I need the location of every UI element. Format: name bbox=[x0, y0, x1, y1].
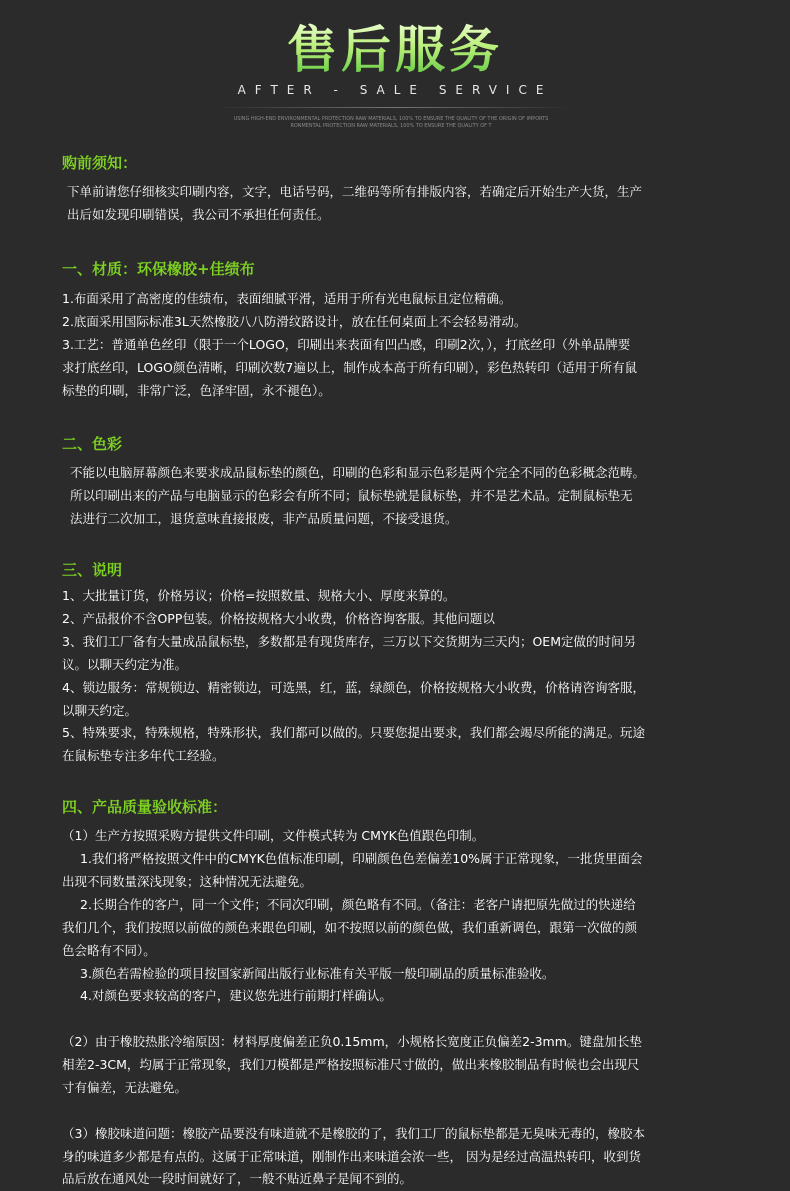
quality-line: 相差2-3CM，均属于正常现象，我们刀模都是严格按照标准尺寸做的，做出来橡胶制品有时候也会出现尺 bbox=[62, 1057, 640, 1072]
notes-line: 1、大批量订货，价格另议；价格=按照数量、规格大小、厚度来算的。 bbox=[62, 588, 456, 603]
quality-line: （1）生产方按照采购方提供文件印刷，文件模式转为 CMYK色值跟色印制。 bbox=[62, 828, 485, 843]
quality-line: 身的味道多少都是有点的。这属于正常味道，刚制作出来味道会浓一些， 因为是经过高温热转印，收到货 bbox=[62, 1149, 641, 1164]
material-line: 1.布面采用了高密度的佳绩布，表面细腻平滑，适用于所有光电鼠标且定位精确。 bbox=[62, 291, 512, 306]
quality-line: 3.颜色若需检验的项目按国家新闻出版行业标准有关平版一般印刷品的质量标准验收。 bbox=[80, 966, 555, 981]
quality-line: 2.长期合作的客户，同一个文件；不同次印刷，颜色略有不同。（备注：老客户请把原先做过的快递给 bbox=[80, 897, 636, 912]
notes-line: 在鼠标垫专注多年代工经验。 bbox=[62, 748, 225, 763]
quality-line: 我们几个，我们按照以前做的颜色来跟色印刷，如不按照以前的颜色做，我们重新调色，跟第一次做的颜 bbox=[62, 920, 638, 935]
notice-line: 出后如发现印刷错误，我公司不承担任何责任。 bbox=[67, 207, 330, 222]
page-subtitle: AFTER - SALE SERVICE bbox=[237, 83, 553, 97]
material-line: 求打底丝印，LOGO颜色清晰，印刷次数7遍以上，制作成本高于所有印刷），彩色热转印（适用于所有鼠 bbox=[62, 360, 638, 375]
quality-line: （2）由于橡胶热胀冷缩原因：材料厚度偏差正负0.15mm，小规格长宽度正负偏差2-3mm。键盘加长垫 bbox=[62, 1034, 642, 1049]
notes-line: 议。以聊天约定为准。 bbox=[62, 657, 188, 672]
notice-line: 下单前请您仔细核实印刷内容，文字，电话号码，二维码等所有排版内容，若确定后开始生产大货，生产 bbox=[67, 184, 643, 199]
quality-line: 1.我们将严格按照文件中的CMYK色值标准印刷，印刷颜色色差偏差10%属于正常现象，一批货里面会 bbox=[80, 851, 643, 866]
notice-heading: 购前须知： bbox=[62, 154, 138, 172]
notes-line: 以聊天约定。 bbox=[62, 703, 138, 718]
notes-heading: 三、说明 bbox=[62, 561, 123, 579]
notes-line: 2、产品报价不含OPP包装。价格按规格大小收费，价格咨询客服。其他问题以 bbox=[62, 611, 495, 626]
material-line: 标垫的印刷，非常广泛，色泽牢固，永不褪色）。 bbox=[62, 383, 331, 398]
material-line: 3.工艺：普通单色丝印（限于一个LOGO，印刷出来表面有凹凸感，印刷2次，），打底丝印（外单品牌要 bbox=[62, 337, 631, 352]
quality-heading: 四、产品质量验收标准： bbox=[62, 798, 228, 816]
header-fine-print-1: USING HIGH-END ENVIRONMENTAL PROTECTION RAW MATERIALS, 100% TO ENSURE THE QUALITY OF THE ORIGIN OF IMPORTS bbox=[233, 116, 549, 122]
material-line: 2.底面采用国际标准3L天然橡胶八八防滑纹路设计，放在任何桌面上不会轻易滑动。 bbox=[62, 314, 527, 329]
header-fine-print-2: RONMENTAL PROTECTION RAW MATERIALS, 100% TO ENSURE THE QUALITY OF T bbox=[290, 123, 492, 129]
material-heading: 一、材质：环保橡胶+佳绩布 bbox=[62, 260, 255, 278]
page-title: 售后服务 bbox=[0, 18, 790, 82]
page-header bbox=[0, 0, 790, 140]
header-divider bbox=[215, 107, 575, 108]
quality-line: 出现不同数量深浅现象；这种情况无法避免。 bbox=[62, 874, 313, 889]
color-line: 不能以电脑屏幕颜色来要求成品鼠标垫的颜色，印刷的色彩和显示色彩是两个完全不同的色彩概念范畴。 bbox=[70, 465, 646, 480]
color-heading: 二、色彩 bbox=[62, 435, 123, 453]
notes-line: 4、锁边服务：常规锁边、精密锁边，可选黑，红，蓝，绿颜色，价格按规格大小收费，价格请咨询客服， bbox=[62, 680, 645, 695]
quality-line: （3）橡胶味道问题：橡胶产品要没有味道就不是橡胶的了，我们工厂的鼠标垫都是无臭味无毒的，橡胶本 bbox=[62, 1126, 645, 1141]
notes-line: 5、特殊要求，特殊规格，特殊形状，我们都可以做的。只要您提出要求，我们都会竭尽所能的满足。玩途 bbox=[62, 725, 645, 740]
quality-line: 4.对颜色要求较高的客户，建议您先进行前期打样确认。 bbox=[80, 988, 392, 1003]
quality-line: 品后放在通风处一段时间就好了，一般不贴近鼻子是闻不到的。 bbox=[62, 1171, 413, 1186]
color-line: 所以印刷出来的产品与电脑显示的色彩会有所不同；鼠标垫就是鼠标垫，并不是艺术品。定制鼠标垫无 bbox=[70, 488, 633, 503]
notes-line: 3、我们工厂备有大量成品鼠标垫，多数都是有现货库存，三万以下交货期为三天内；OEM定做的时间另 bbox=[62, 634, 636, 649]
quality-line: 寸有偏差，无法避免。 bbox=[62, 1080, 188, 1095]
quality-line: 色会略有不同）。 bbox=[62, 943, 156, 958]
color-line: 法进行二次加工，退货意味直接报废，非产品质量问题，不接受退货。 bbox=[70, 511, 458, 526]
